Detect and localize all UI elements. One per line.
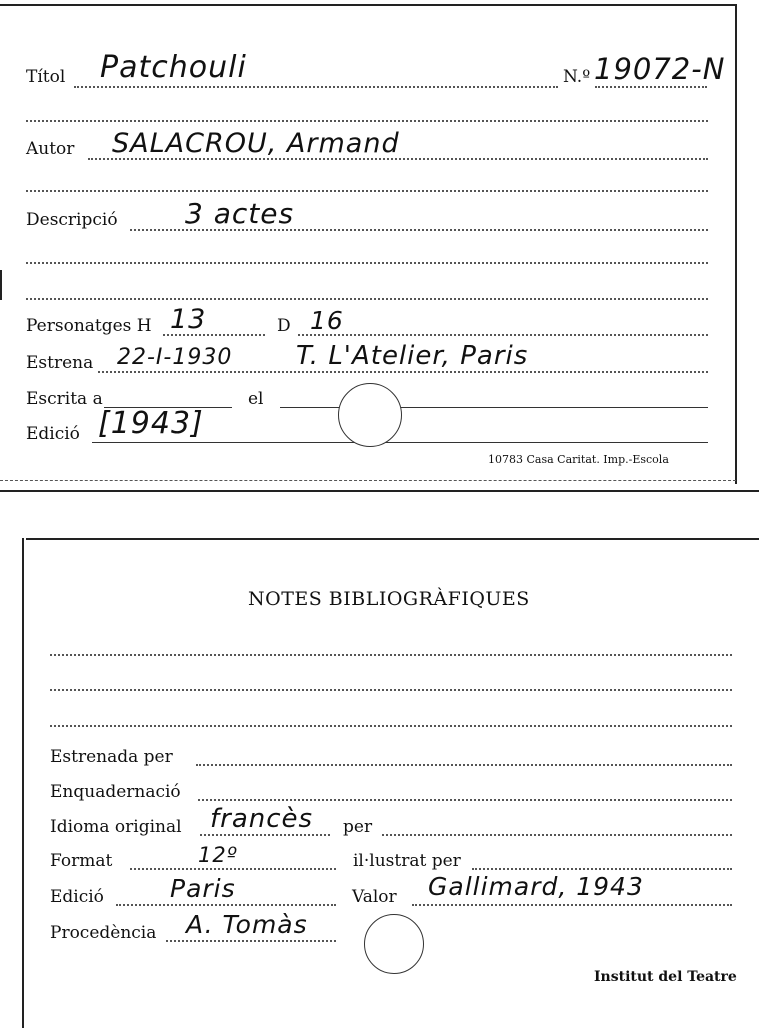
notes-line-1 bbox=[50, 654, 732, 656]
estrena-date: 22-I-1930 bbox=[117, 345, 233, 370]
titol-line bbox=[74, 86, 558, 88]
estrena-line bbox=[98, 371, 708, 373]
personatges-d-label: D bbox=[277, 316, 291, 336]
per-label: per bbox=[343, 817, 373, 837]
autor-label: Autor bbox=[26, 139, 75, 159]
illustrat-line bbox=[472, 868, 732, 870]
number-line bbox=[595, 86, 707, 88]
back-top-edge bbox=[26, 538, 759, 540]
card-bottom-edge bbox=[0, 490, 759, 492]
descripcio-value: 3 actes bbox=[185, 197, 295, 230]
blank-line-4 bbox=[26, 298, 708, 300]
procedencia-label: Procedència bbox=[50, 923, 157, 943]
edicio-value: [1943] bbox=[98, 406, 204, 441]
notes-line-2 bbox=[50, 689, 732, 691]
blank-line-2 bbox=[26, 190, 708, 192]
number-value: 19072-N bbox=[594, 52, 726, 86]
punch-hole-back bbox=[364, 914, 424, 974]
back-edicio-line bbox=[116, 904, 336, 906]
idioma-line bbox=[200, 834, 330, 836]
personatges-d-value: 16 bbox=[310, 306, 344, 335]
edicio-line bbox=[92, 442, 708, 443]
procedencia-line bbox=[166, 940, 336, 942]
personatges-d-line bbox=[298, 334, 708, 336]
illustrat-label: il·lustrat per bbox=[353, 851, 461, 871]
valor-value: Gallimard, 1943 bbox=[428, 872, 644, 901]
estrenada-label: Estrenada per bbox=[50, 747, 173, 767]
catalog-card-front bbox=[0, 0, 759, 492]
format-value: 12º bbox=[198, 843, 238, 867]
blank-line-1 bbox=[26, 120, 708, 122]
back-edicio-value: Paris bbox=[170, 874, 236, 903]
titol-label: Títol bbox=[26, 67, 66, 87]
format-label: Format bbox=[50, 851, 113, 871]
autor-value: SALACROU, Armand bbox=[112, 128, 400, 159]
format-line bbox=[130, 868, 336, 870]
valor-label: Valor bbox=[352, 887, 397, 907]
descripcio-label: Descripció bbox=[26, 210, 118, 230]
per-line bbox=[382, 834, 732, 836]
escrita-label: Escrita a bbox=[26, 389, 103, 409]
catalog-card-back bbox=[0, 530, 759, 1028]
perforation-line bbox=[0, 480, 736, 481]
card-right-edge bbox=[735, 4, 737, 484]
titol-value: Patchouli bbox=[100, 50, 247, 85]
number-label: N.º bbox=[563, 67, 591, 87]
enquadernacio-label: Enquadernació bbox=[50, 782, 181, 802]
enquadernacio-line bbox=[198, 799, 732, 801]
institution-name: Institut del Teatre bbox=[594, 969, 737, 985]
idioma-value: francès bbox=[210, 804, 314, 834]
estrena-place: T. L'Atelier, Paris bbox=[296, 341, 529, 371]
notes-line-3 bbox=[50, 725, 732, 727]
printer-credit: 10783 Casa Caritat. Imp.-Escola bbox=[488, 453, 669, 466]
blank-line-3 bbox=[26, 262, 708, 264]
estrenada-line bbox=[196, 764, 732, 766]
procedencia-value: A. Tomàs bbox=[186, 910, 308, 939]
el-label: el bbox=[248, 389, 264, 409]
personatges-label: Personatges H bbox=[26, 316, 152, 336]
card-top-edge bbox=[0, 4, 736, 6]
card-left-mark bbox=[0, 270, 2, 300]
estrena-label: Estrena bbox=[26, 353, 94, 373]
idioma-label: Idioma original bbox=[50, 817, 182, 837]
punch-hole-front bbox=[338, 383, 402, 447]
valor-line bbox=[412, 904, 732, 906]
back-edicio-label: Edició bbox=[50, 887, 104, 907]
edicio-label: Edició bbox=[26, 424, 80, 444]
notes-heading: NOTES BIBLIOGRÀFIQUES bbox=[248, 588, 530, 610]
back-left-edge bbox=[22, 538, 24, 1028]
personatges-h-value: 13 bbox=[170, 304, 207, 335]
